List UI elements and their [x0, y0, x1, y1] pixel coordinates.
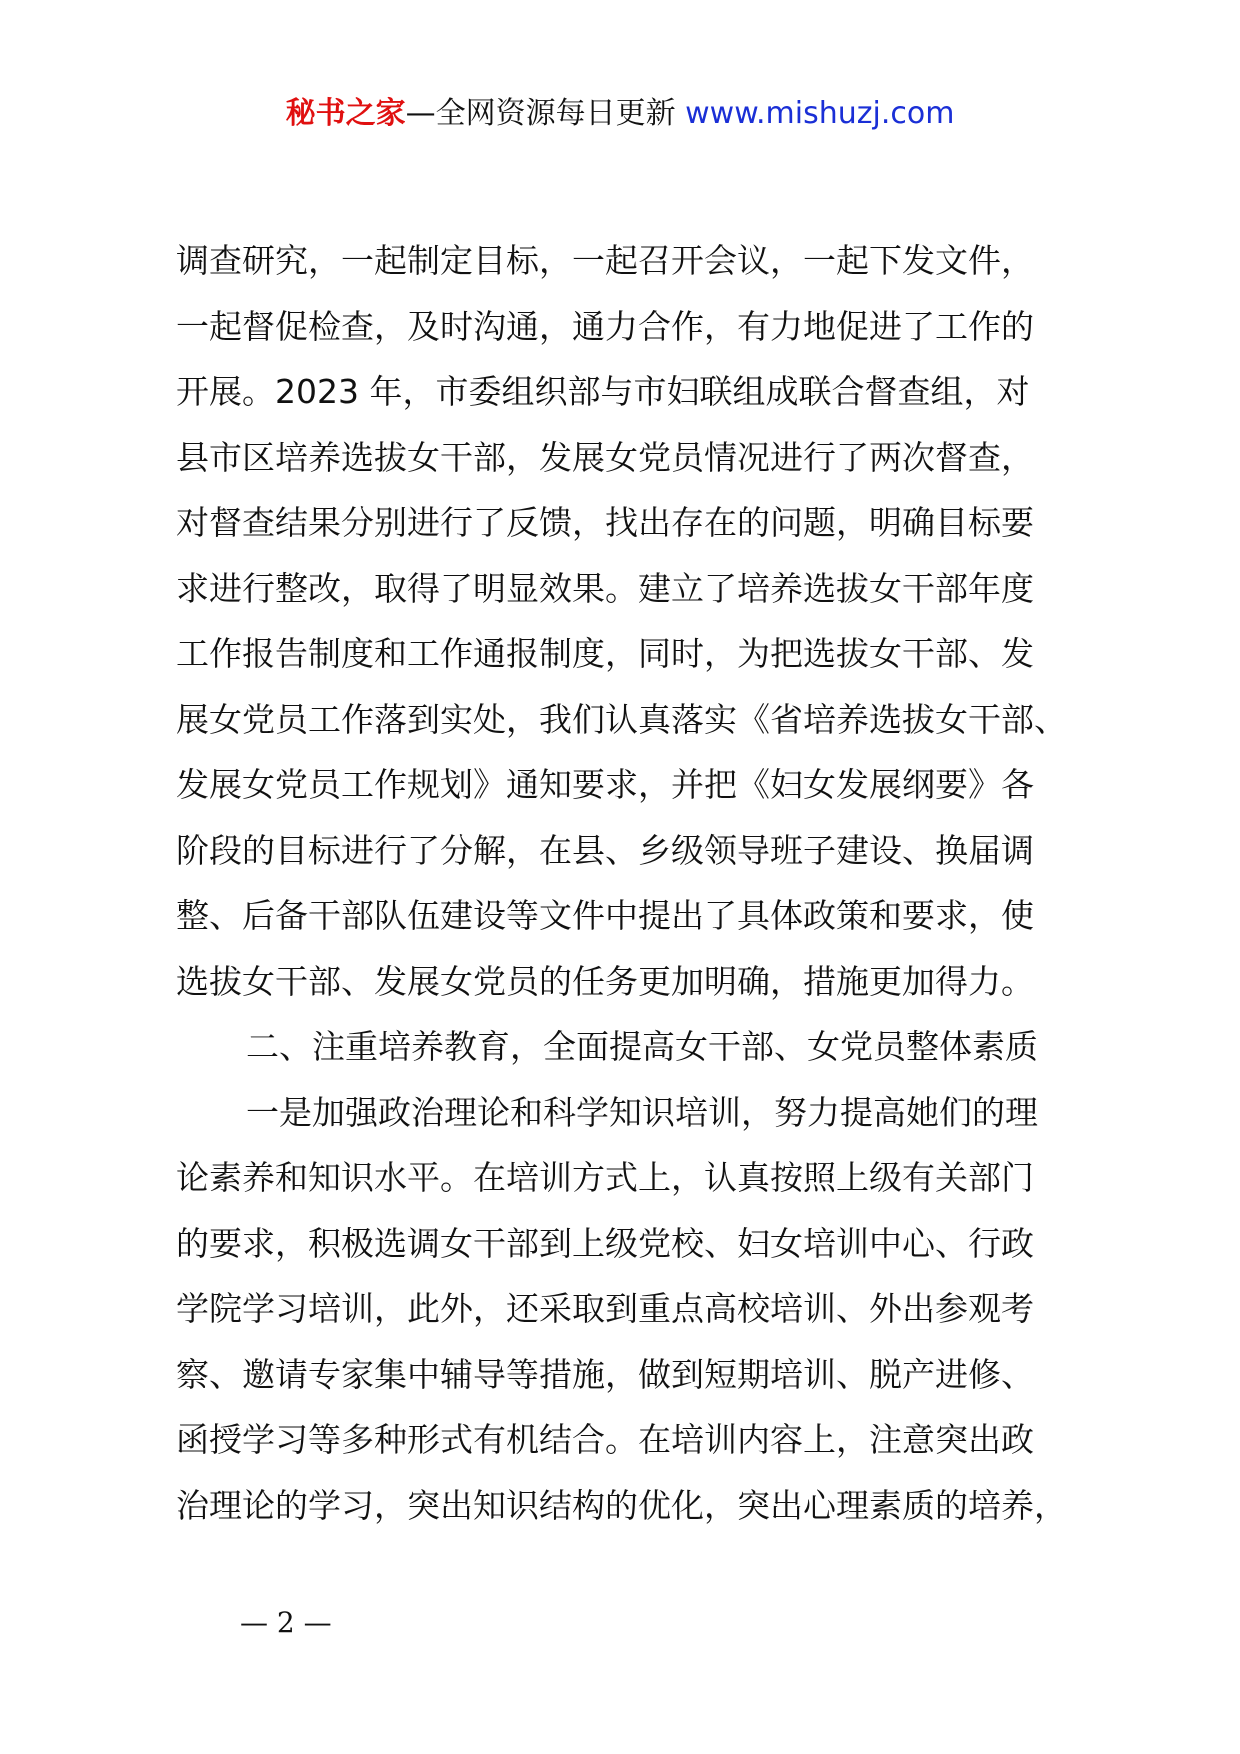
text-line: 发展女党员工作规划》通知要求，并把《妇女发展纲要》各: [176, 765, 1034, 804]
text-line: 求进行整改，取得了明显效果。建立了培养选拔女干部年度: [176, 568, 1034, 608]
text-line: 对督查结果分别进行了反馈，找出存在的问题，明确目标要: [176, 503, 1034, 542]
text-line: 论素养和知识水平。在培训方式上，认真按照上级有关部门: [176, 1158, 1034, 1197]
text-line: 展女党员工作落到实处，我们认真落实《省培养选拔女干部、: [176, 699, 1067, 739]
text-line: 阶段的目标进行了分解，在县、乡级领导班子建设、换届调: [176, 830, 1034, 870]
text-line: 治理论的学习，突出知识结构的优化，突出心理素质的培养，: [176, 1485, 1067, 1525]
text-line: 整、后备干部队伍建设等文件中提出了具体政策和要求，使: [176, 896, 1034, 935]
text-line: 开展。2023 年，市委组织部与市妇联组成联合督查组，对: [176, 372, 1030, 411]
text-line: 选拔女干部、发展女党员的任务更加明确，措施更加得力。: [176, 961, 1034, 1001]
text-line: 函授学习等多种形式有机结合。在培训内容上，注意突出政: [176, 1420, 1034, 1459]
text-line: 一起督促检查，及时沟通，通力合作，有力地促进了工作的: [176, 306, 1034, 346]
text-line: 一是加强政治理论和科学知识培训，努力提高她们的理: [246, 1092, 1038, 1132]
text-line: 调查研究，一起制定目标，一起召开会议，一起下发文件，: [176, 241, 1034, 280]
site-slogan: —全网资源每日更新: [405, 96, 676, 131]
site-brand: 秘书之家: [285, 96, 406, 131]
text-line: 学院学习培训，此外，还采取到重点高校培训、外出参观考: [176, 1289, 1034, 1328]
site-url-link[interactable]: www.mishuzj.com: [685, 96, 955, 131]
section-heading: 二、注重培养教育，全面提高女干部、女党员整体素质: [246, 1027, 1038, 1066]
document-body: [176, 228, 1096, 1538]
page-number: — 2 —: [240, 1606, 332, 1639]
text-line: 的要求，积极选调女干部到上级党校、妇女培训中心、行政: [176, 1223, 1034, 1263]
text-line: 察、邀请专家集中辅导等措施，做到短期培训、脱产进修、: [176, 1354, 1034, 1394]
text-line: 县市区培养选拔女干部，发展女党员情况进行了两次督查，: [176, 437, 1034, 477]
text-line: 工作报告制度和工作通报制度，同时，为把选拔女干部、发: [176, 634, 1034, 673]
site-banner: [0, 94, 1240, 134]
